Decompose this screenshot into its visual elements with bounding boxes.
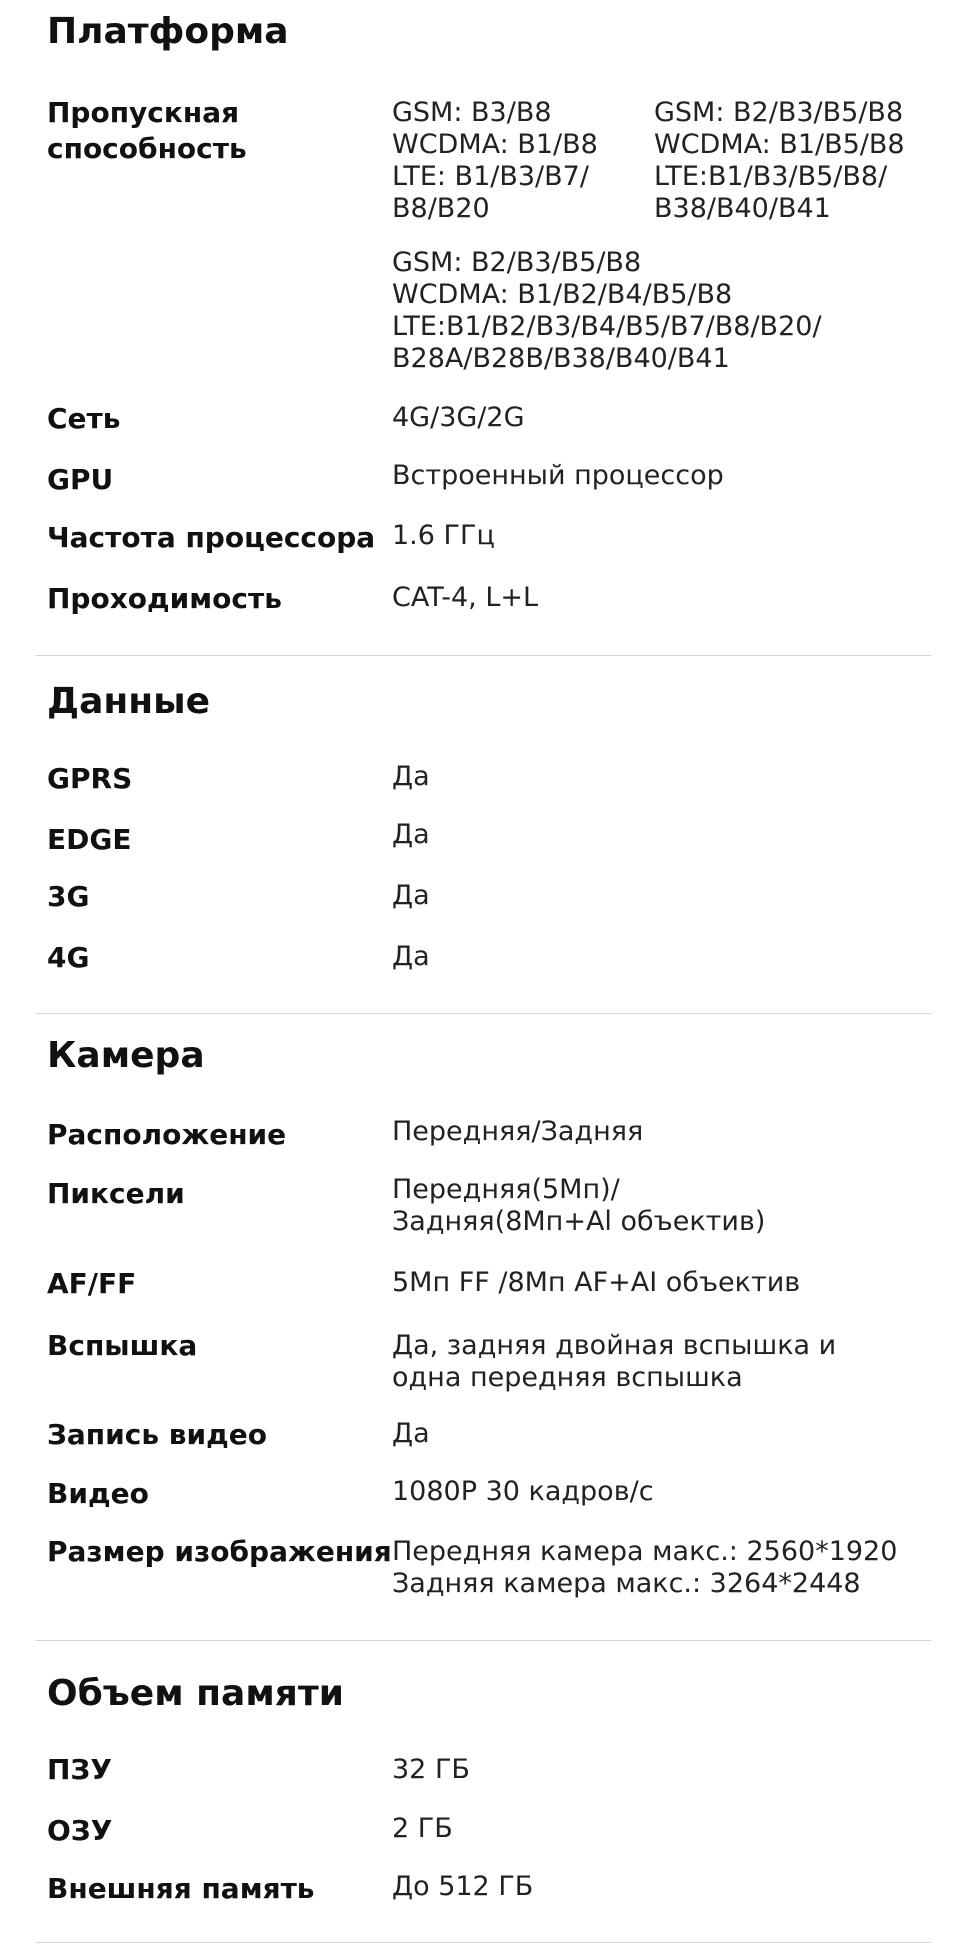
spec-value-image-size xyxy=(392,1536,897,1600)
spec-label-flash: Вспышка xyxy=(47,1329,198,1362)
spec-value-throughput: CAT-4, L+L xyxy=(392,582,539,613)
spec-label-gprs: GPRS xyxy=(47,762,133,795)
spec-label-bandwidth-line1: Пропускная xyxy=(47,96,240,129)
spec-label-external-memory: Внешняя память xyxy=(47,1872,315,1905)
spec-value-video: 1080P 30 кадров/с xyxy=(392,1476,654,1507)
spec-value-cpu-frequency: 1.6 ГГц xyxy=(392,520,495,551)
spec-label-image-size: Размер изображения xyxy=(47,1535,392,1568)
band-group-3 xyxy=(392,247,822,375)
band-wcdma: WCDMA: B1/B5/B8 xyxy=(654,129,905,160)
spec-value-rom: 32 ГБ xyxy=(392,1754,470,1785)
section-title-platform: Платформа xyxy=(47,11,289,52)
spec-value-4g: Да xyxy=(392,941,430,972)
section-divider xyxy=(35,1640,931,1641)
section-divider xyxy=(35,1013,931,1014)
spec-label-af-ff: AF/FF xyxy=(47,1267,137,1300)
spec-label-throughput: Проходимость xyxy=(47,582,282,615)
spec-value-flash xyxy=(392,1330,836,1394)
spec-value-camera-position: Передняя/Задняя xyxy=(392,1116,644,1147)
spec-value-flash-line: одна передняя вспышка xyxy=(392,1362,743,1393)
spec-label-pixels: Пиксели xyxy=(47,1177,185,1210)
spec-value-pixels-line: Задняя(8Мп+Al объектив) xyxy=(392,1206,766,1237)
spec-value-gprs: Да xyxy=(392,761,430,792)
spec-value-ram: 2 ГБ xyxy=(392,1813,453,1844)
spec-label-rom: ПЗУ xyxy=(47,1753,112,1786)
spec-value-af-ff: 5Мп FF /8Мп AF+AI объектив xyxy=(392,1267,801,1298)
band-gsm: GSM: B2/B3/B5/B8 xyxy=(392,247,642,278)
band-lte-cont: B38/B40/B41 xyxy=(654,193,831,224)
band-gsm: GSM: B2/B3/B5/B8 xyxy=(654,97,904,128)
band-lte: LTE:B1/B2/B3/B4/B5/B7/B8/B20/ xyxy=(392,311,822,342)
spec-value-3g: Да xyxy=(392,880,430,911)
band-group-1 xyxy=(392,97,598,225)
band-lte-cont: B28A/B28B/B38/B40/B41 xyxy=(392,343,730,374)
spec-value-image-size-line: Задняя камера макс.: 3264*2448 xyxy=(392,1568,861,1599)
band-wcdma: WCDMA: B1/B2/B4/B5/B8 xyxy=(392,279,733,310)
spec-label-video: Видео xyxy=(47,1477,149,1510)
section-divider xyxy=(35,1942,931,1943)
spec-value-pixels-line: Передняя(5Мп)/ xyxy=(392,1174,620,1205)
spec-value-gpu: Встроенный процессор xyxy=(392,460,724,491)
spec-label-cpu-frequency: Частота процессора xyxy=(47,521,376,554)
spec-label-gpu: GPU xyxy=(47,463,114,496)
band-lte: LTE:B1/B3/B5/B8/ xyxy=(654,161,888,192)
spec-label-edge: EDGE xyxy=(47,823,132,856)
section-title-memory: Объем памяти xyxy=(47,1673,344,1714)
section-title-data: Данные xyxy=(47,681,211,722)
spec-value-edge: Да xyxy=(392,819,430,850)
band-lte: LTE: B1/B3/B7/ xyxy=(392,161,589,192)
section-title-camera: Камера xyxy=(47,1035,205,1076)
spec-value-video-recording: Да xyxy=(392,1418,430,1449)
spec-label-ram: ОЗУ xyxy=(47,1814,113,1847)
spec-label-bandwidth-line2: способность xyxy=(47,132,247,165)
spec-label-camera-position: Расположение xyxy=(47,1118,287,1151)
spec-value-external-memory: До 512 ГБ xyxy=(392,1871,534,1902)
spec-value-flash-line: Да, задняя двойная вспышка и xyxy=(392,1330,837,1361)
band-lte-cont: B8/B20 xyxy=(392,193,490,224)
band-wcdma: WCDMA: B1/B8 xyxy=(392,129,598,160)
section-divider xyxy=(35,655,931,656)
band-gsm: GSM: B3/B8 xyxy=(392,97,552,128)
spec-label-video-recording: Запись видео xyxy=(47,1418,267,1451)
spec-label-3g: 3G xyxy=(47,880,90,913)
spec-value-network: 4G/3G/2G xyxy=(392,402,525,433)
spec-label-network: Сеть xyxy=(47,402,121,435)
spec-label-bandwidth xyxy=(47,95,247,167)
spec-label-4g: 4G xyxy=(47,941,90,974)
spec-value-image-size-line: Передняя камера макс.: 2560*1920 xyxy=(392,1536,898,1567)
spec-value-pixels xyxy=(392,1174,765,1238)
band-group-2 xyxy=(654,97,905,225)
